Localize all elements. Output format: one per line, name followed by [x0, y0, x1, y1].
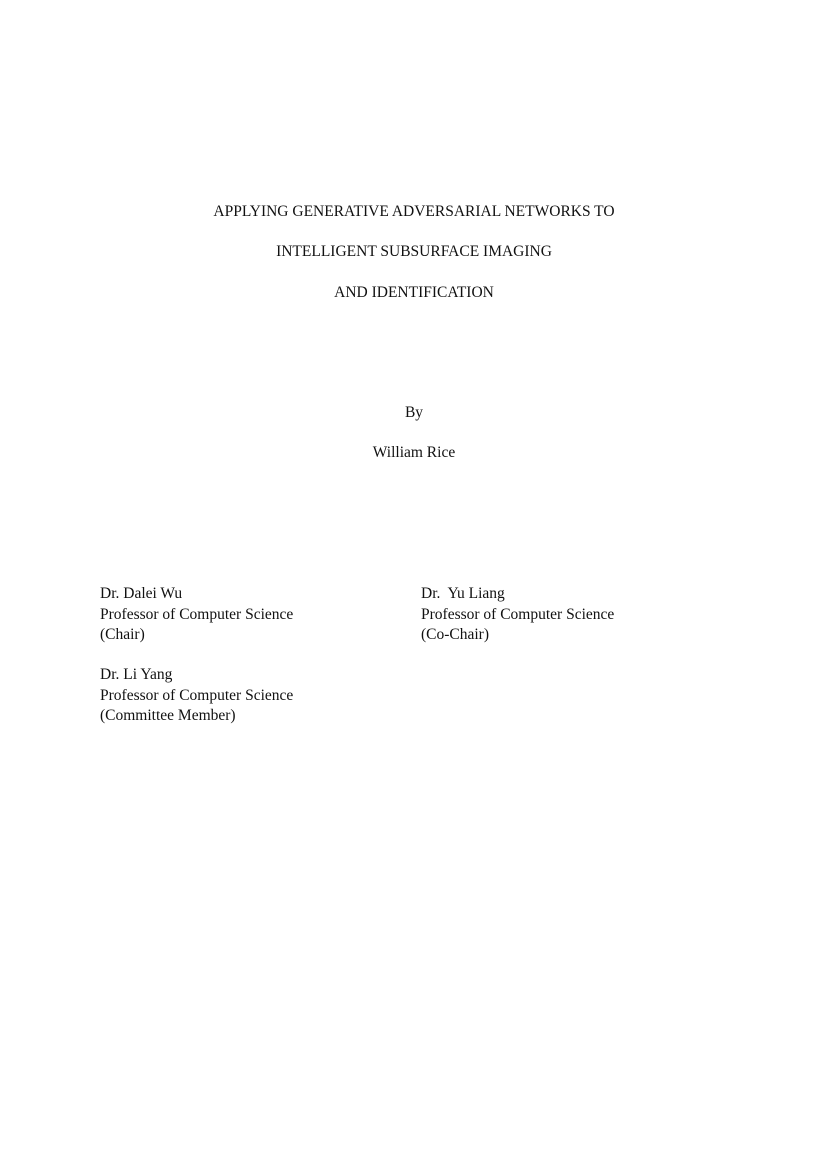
- committee-member-name: Dr. Li Yang: [100, 666, 173, 683]
- committee-member-position: Professor of Computer Science: [100, 686, 294, 704]
- title-line-2: INTELLIGENT SUBSURFACE IMAGING: [276, 243, 552, 260]
- title-line-1: APPLYING GENERATIVE ADVERSARIAL NETWORKS TO: [213, 203, 615, 220]
- committee-member-co-chair: [421, 584, 721, 646]
- committee-member-name: Dr. Dalei Wu: [100, 585, 183, 602]
- committee-member-role: (Chair): [100, 626, 145, 643]
- author-name: William Rice: [372, 444, 456, 461]
- title-line-3: AND IDENTIFICATION: [334, 284, 494, 301]
- by-label: By: [404, 404, 424, 421]
- committee-member-role: (Committee Member): [100, 707, 236, 724]
- committee-member-role: (Co-Chair): [421, 626, 490, 643]
- committee-member-position: Professor of Computer Science: [100, 605, 294, 623]
- committee-member-chair: [100, 584, 400, 646]
- committee-member-position: Professor of Computer Science: [421, 605, 615, 623]
- committee-member-member: [100, 665, 400, 727]
- committee-member-name: Dr. Yu Liang: [421, 585, 505, 602]
